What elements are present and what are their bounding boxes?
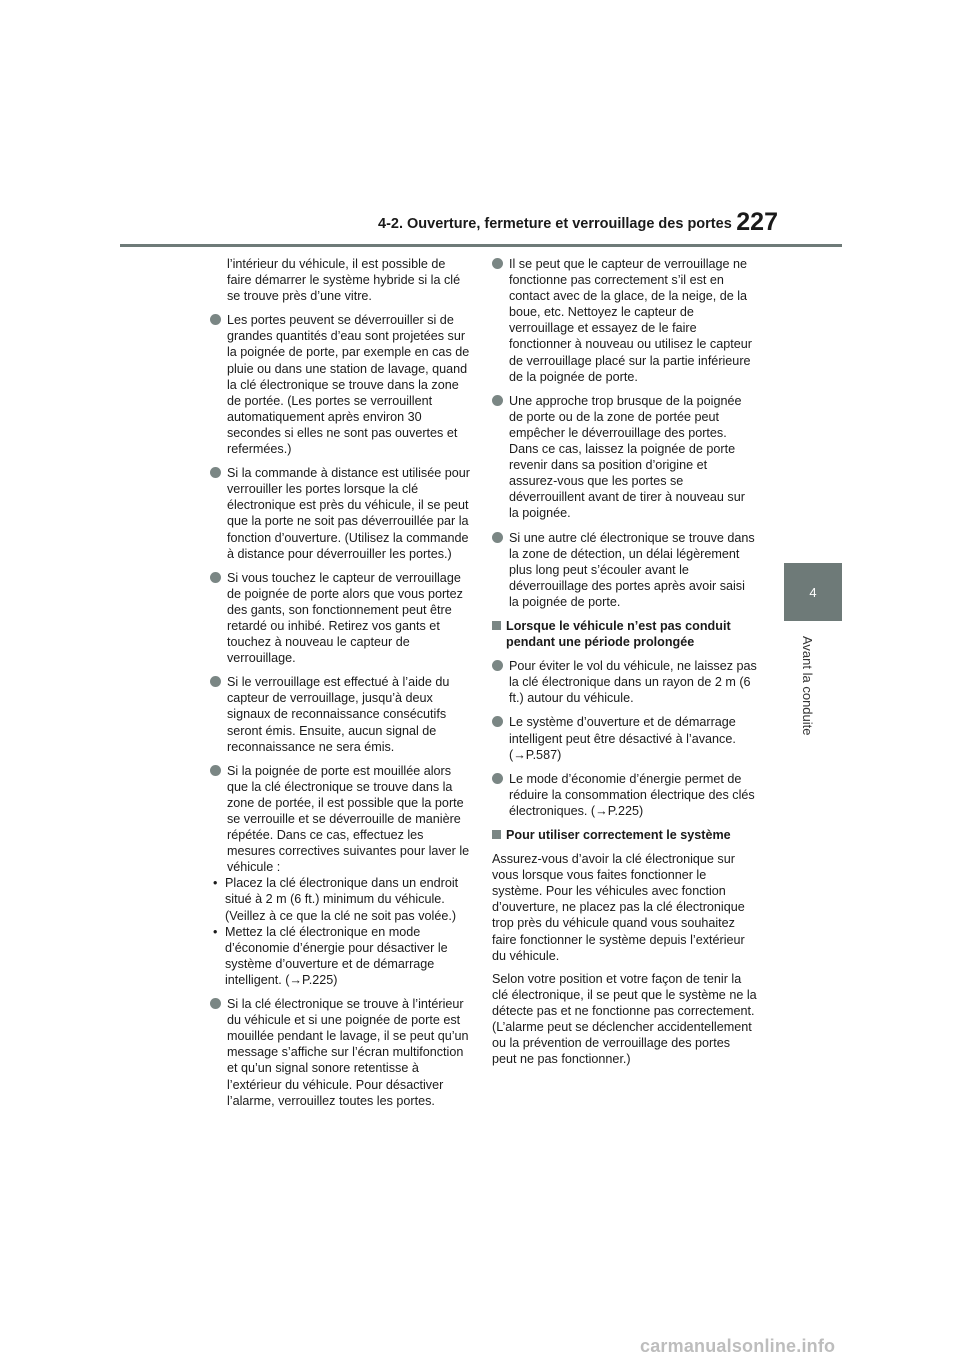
bullet-icon [210, 467, 221, 478]
list-item-text: Une approche trop brusque de la poignée de porte ou de la zone de portée peut empêcher le déverrouillage des portes. Dans ce cas, laissez la poignée de porte revenir dans sa position d’origine et assurez-vous que les portes se déverrouillent avant de tirer à nouveau sur la poignée. [509, 393, 745, 521]
bullet-icon [210, 676, 221, 687]
list-item [210, 312, 472, 457]
list-item-text: Les portes peuvent se déverrouiller si de grandes quantités d’eau sont projetées sur la poignée de porte, par exemple en cas de pluie ou dans une station de lavage, quand la clé électronique se trouve dans la zone de portée. (Les portes se verrouillent automatiquement après environ 30 secondes si elles ne sont pas ouvertes et refermées.) [227, 313, 470, 457]
list-item [492, 256, 758, 385]
bullet-icon [492, 660, 503, 671]
list-item-text: Si la clé électronique se trouve à l’intérieur du véhicule et si une poignée de porte est mouillée pendant le lavage, il se peut qu’un message s’affiche sur l’écran multifonction et qu’un signal sonore retentisse à l’extérieur du véhicule. Pour désactiver l’alarme, verrouillez toutes les portes. [227, 997, 469, 1108]
bullet-icon [492, 773, 503, 784]
list-item [210, 674, 472, 754]
section-heading [492, 618, 758, 650]
bullet-icon [210, 765, 221, 776]
list-item-text: Le mode d’économie d’énergie permet de réduire la consommation électrique des clés électroniques. (→P.225) [509, 771, 755, 818]
bullet-icon [492, 258, 503, 269]
list-item [492, 530, 758, 610]
list-item [492, 393, 758, 522]
paragraph: Assurez-vous d’avoir la clé électronique sur vous lorsque vous faites fonctionner le système. Pour les véhicules avec fonction d’ouverture, ne placez pas la clé électronique trop près du véhicule quand vous souhaitez faire fonctionner le système depuis l’extérieur du véhicule. [492, 852, 745, 963]
chapter-tab [784, 563, 842, 621]
list-item-text: Si le verrouillage est effectué à l’aide du capteur de verrouillage, jusqu’à deux signaux de reconnaissance consécutifs seront émis. Ensuite, aucun signal de reconnaissance ne sera émis. [227, 675, 450, 754]
watermark: carmanualsonline.info [640, 1336, 836, 1356]
continued-text: l’intérieur du véhicule, il est possible de faire démarrer le système hybride si la clé se trouve près d’une vitre. [227, 257, 461, 304]
section-heading-text: Pour utiliser correctement le système [506, 828, 731, 842]
list-item-text: Si une autre clé électronique se trouve dans la zone de détection, un délai légèrement plus long peut s’écouler avant le déverrouillage des portes après avoir saisi la poignée de porte. [509, 530, 755, 609]
list-item [492, 658, 758, 706]
list-item [210, 996, 472, 1109]
bullet-icon [492, 532, 503, 543]
sub-list-item [210, 875, 472, 923]
sub-list-item-text: Mettez la clé électronique en mode d’économie d’énergie pour désactiver le système d’ouverture et de démarrage intelligent. (→P.225) [225, 924, 448, 987]
section-heading [492, 827, 758, 843]
list-item-text: Il se peut que le capteur de verrouillage ne fonctionne pas correctement s’il est en contact avec de la glace, de la neige, de la boue, etc. Nettoyez le capteur de verrouillage et essayez de le faire fonctionner à nouveau ou utilisez le capteur de verrouillage placé sur la partie inférieure de la poignée de porte. [509, 257, 752, 384]
list-item-text: Le système d’ouverture et de démarrage intelligent peut être désactivé à l’avance. (→P.587) [509, 715, 736, 762]
list-item [210, 570, 472, 667]
small-bullet-icon: • [213, 876, 218, 891]
list-item [210, 465, 472, 562]
section-heading-text: Lorsque le véhicule n’est pas conduit pendant une période prolongée [506, 618, 731, 650]
list-item [210, 763, 472, 988]
list-item [492, 771, 758, 819]
chapter-number: 4 [809, 584, 817, 600]
sub-list-item-text: Placez la clé électronique dans un endroit situé à 2 m (6 ft.) minimum du véhicule. (Veillez à ce que la clé ne soit pas volée.) [225, 876, 459, 923]
bullet-icon [210, 998, 221, 1009]
bullet-icon [492, 716, 503, 727]
square-bullet-icon [492, 621, 501, 630]
list-item-text: Pour éviter le vol du véhicule, ne laissez pas la clé électronique dans un rayon de 2 m (6 ft.) autour du véhicule. [509, 659, 757, 706]
chapter-label: Avant la conduite [800, 636, 815, 736]
right-column [492, 256, 758, 1074]
left-column [210, 256, 472, 1117]
small-bullet-icon: • [213, 924, 218, 939]
square-bullet-icon [492, 830, 501, 839]
list-item-text: Si la commande à distance est utilisée pour verrouiller les portes lorsque la clé électronique est près du véhicule, il se peut que la porte ne soit pas déverrouillée par la fonction d’ouverture. (Utilisez la commande à distance pour déverrouiller les portes.) [227, 466, 470, 561]
bullet-icon [210, 314, 221, 325]
bullet-icon [210, 572, 221, 583]
list-item-text: Si la poignée de porte est mouillée alors que la clé électronique se trouve dans la zone de portée, il est possible que la porte se verrouille et se déverrouille de manière répétée. Dans ce cas, effectuez les mesures correctives suivantes pour laver le véhicule : [227, 763, 470, 875]
paragraph: Selon votre position et votre façon de tenir la clé électronique, il se peut que le système ne la détecte pas et ne fonctionne pas correctement. (L’alarme peut se déclencher accidentellement ou la prévention de verrouillage des portes peut ne pas fonctionner.) [492, 971, 757, 1067]
header-divider [120, 244, 842, 247]
section-title: 4-2. Ouverture, fermeture et verrouillage des portes [378, 216, 732, 232]
list-item-text: Si vous touchez le capteur de verrouillage de poignée de porte alors que vous portez des gants, son fonctionnement peut être retardé ou inhibé. Retirez vos gants et touchez à nouveau le capteur de verrouillage. [227, 570, 463, 666]
list-item [492, 714, 758, 762]
bullet-icon [492, 395, 503, 406]
sub-list-item [210, 924, 472, 988]
page-number: 227 [736, 208, 778, 236]
